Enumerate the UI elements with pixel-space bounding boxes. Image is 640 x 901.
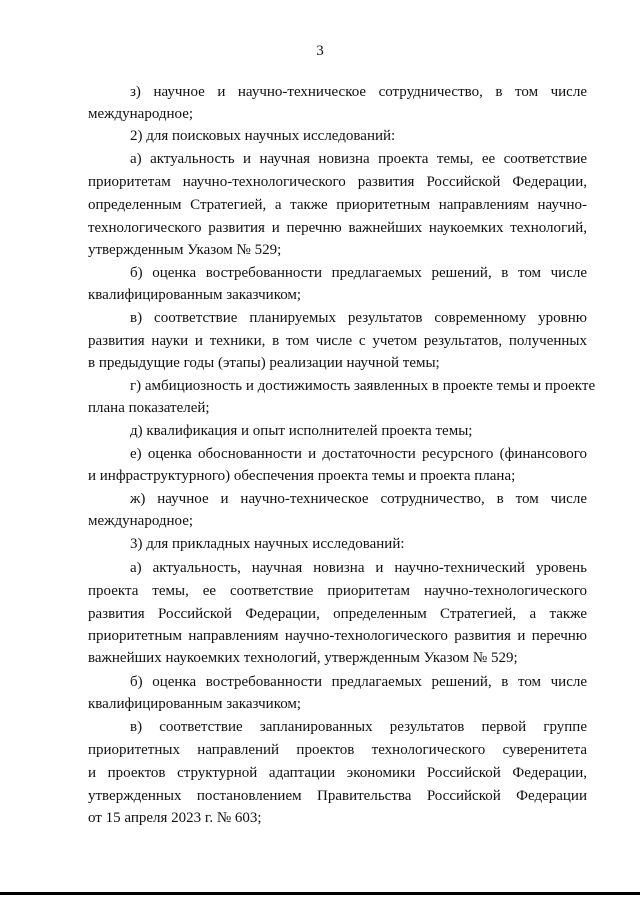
text-line: утвержденным Указом № 529; [88, 242, 282, 258]
text-line: важнейших наукоемких технологий, утвержденным Указом № 529; [88, 650, 518, 666]
text-line: приоритетным направлениям научно-технологического развития и перечню [88, 628, 587, 644]
text-line: з) научное и научно-техническое сотрудничество, в том числе [130, 84, 587, 100]
page-number: 3 [316, 43, 324, 59]
text-line: квалифицированным заказчиком; [88, 696, 302, 712]
text-line: утвержденных постановлением Правительства Российской Федерации [88, 788, 587, 804]
text-line: б) оценка востребованности предлагаемых решений, в том числе [130, 265, 587, 281]
text-line: а) актуальность и научная новизна проекта темы, ее соответствие [130, 151, 587, 167]
text-line: проекта темы, ее соответствие приоритетам научно-технологического [88, 583, 587, 599]
text-line: определенным Стратегией, а также приоритетным направлениям научно- [88, 197, 587, 213]
text-line: приоритетам научно-технологического развития Российской Федерации, [88, 174, 587, 190]
text-line: г) амбициозность и достижимость заявленных в проекте темы и проекте [130, 378, 596, 394]
text-line: б) оценка востребованности предлагаемых решений, в том числе [130, 674, 587, 690]
text-line: 2) для поисковых научных исследований: [130, 128, 396, 144]
text-line: д) квалификация и опыт исполнителей проекта темы; [130, 423, 473, 439]
text-line: а) актуальность, научная новизна и научно-технический уровень [130, 560, 587, 576]
text-line: от 15 апреля 2023 г. № 603; [88, 810, 262, 826]
text-line: международное; [88, 513, 194, 529]
text-line: 3) для прикладных научных исследований: [130, 536, 405, 552]
text-line: развития науки и техники, в том числе с учетом результатов, полученных [88, 333, 587, 349]
text-line: развития Российской Федерации, определенным Стратегией, а также [88, 606, 587, 622]
scan-edge-line [0, 892, 640, 895]
text-line: международное; [88, 106, 194, 122]
text-line: в предыдущие годы (этапы) реализации научной темы; [88, 355, 440, 371]
text-line: е) оценка обоснованности и достаточности ресурсного (финансового [130, 446, 587, 462]
text-line: и проектов структурной адаптации экономики Российской Федерации, [88, 765, 587, 781]
text-line: плана показателей; [88, 400, 210, 416]
text-line: ж) научное и научно-техническое сотрудничество, в том числе [130, 491, 587, 507]
text-line: технологического развития и перечню важнейших наукоемких технологий, [88, 220, 587, 236]
text-line: приоритетных направлений проектов технологического суверенитета [88, 742, 587, 758]
text-line: квалифицированным заказчиком; [88, 287, 302, 303]
text-line: в) соответствие запланированных результатов первой группе [130, 719, 587, 735]
text-line: и инфраструктурного) обеспечения проекта темы и проекта плана; [88, 468, 516, 484]
text-line: в) соответствие планируемых результатов современному уровню [130, 310, 587, 326]
